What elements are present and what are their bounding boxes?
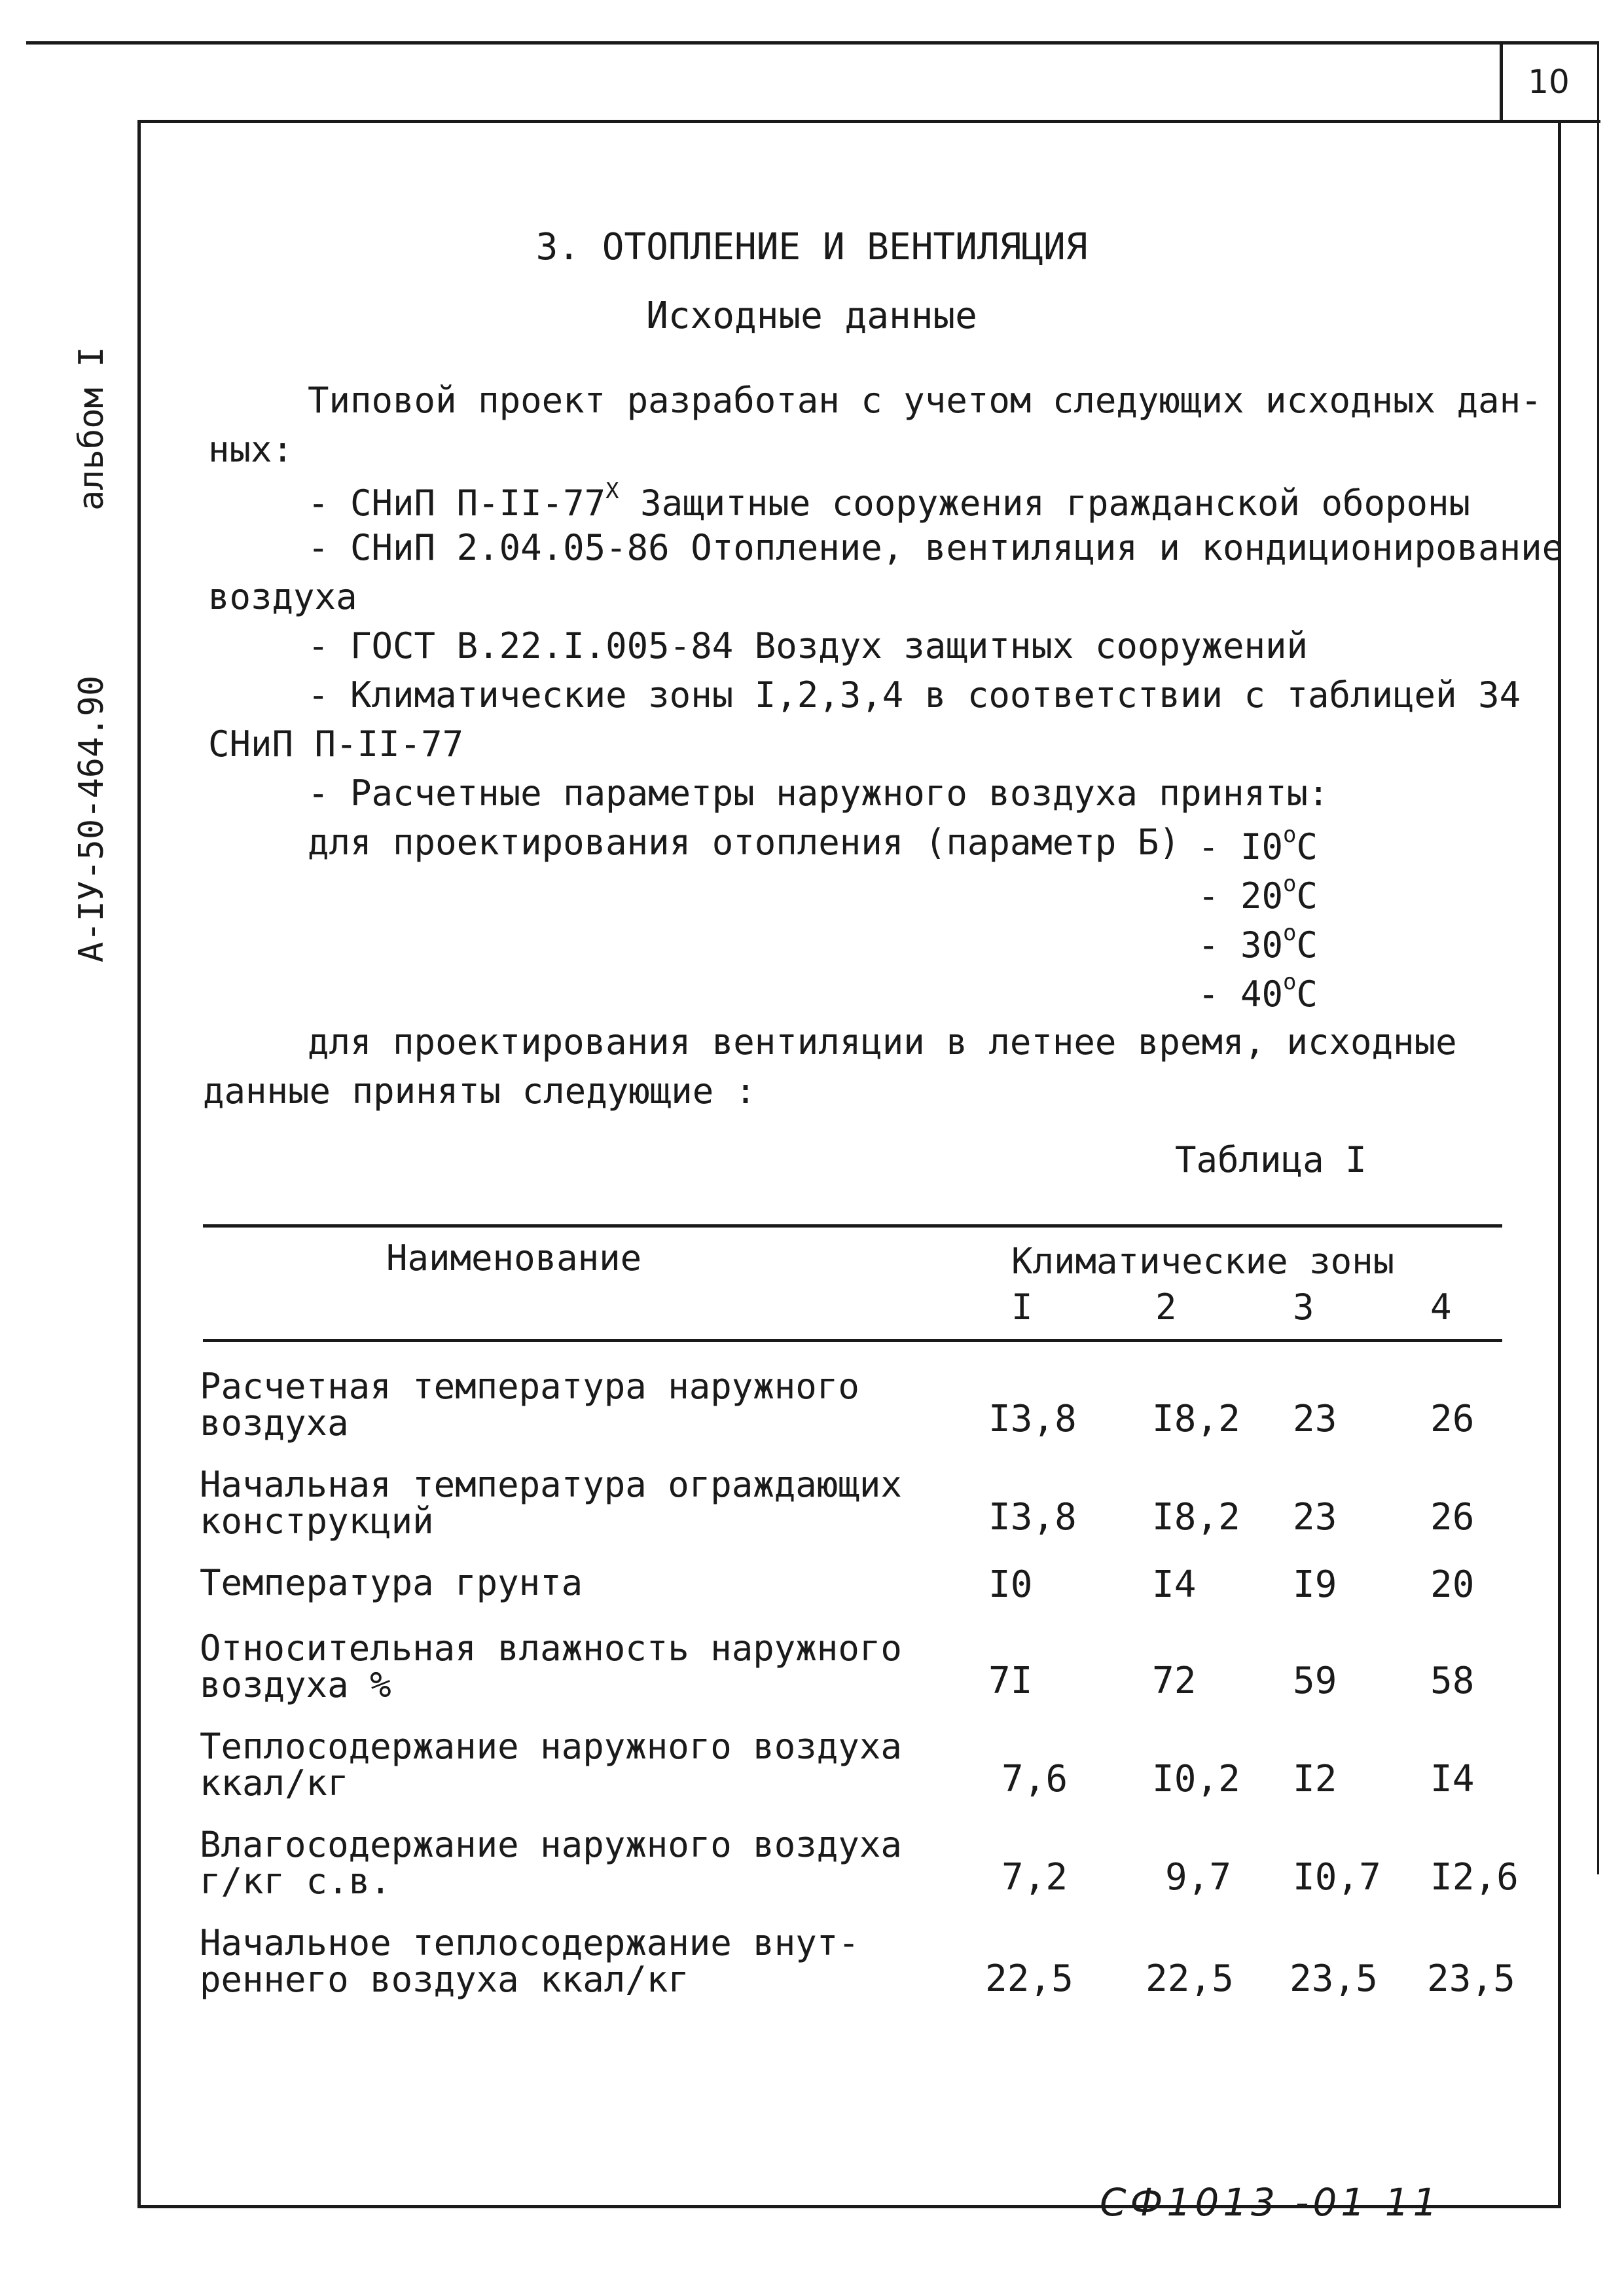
- footer-document-code: СФ1013 -01 11: [1100, 2180, 1441, 2225]
- table-cell: I0: [988, 1563, 1033, 1606]
- table-caption: Таблица I: [1175, 1139, 1367, 1180]
- heating-design: для проектирования отопления (параметр Б): [308, 822, 1180, 863]
- table-cell: 20: [1430, 1563, 1475, 1606]
- temperature-4: - 40$^o$C: [1198, 969, 1318, 1015]
- section-title: 3. ОТОПЛЕНИЕ И ВЕНТИЛЯЦИЯ: [535, 226, 1088, 268]
- reference-snip-heating-2: воздуха: [208, 576, 357, 617]
- table-cell: 59: [1293, 1660, 1337, 1702]
- table-row-name: Начальная температура ограждающих конструкций: [200, 1464, 902, 1542]
- table-cell: 72: [1152, 1660, 1197, 1702]
- frame-left: [137, 120, 141, 2208]
- table-cell: 23: [1293, 1496, 1337, 1539]
- document-code-side: А-IУ-50-464.90: [72, 675, 111, 962]
- reference-snip-defense: [308, 478, 1470, 524]
- table-cell: 7,6: [1001, 1758, 1068, 1800]
- reference-snip-heating-1: - СНиП 2.04.05-86 Отопление, вентиляция и кондиционирование: [308, 527, 1564, 568]
- zone-header-3: 3: [1293, 1286, 1314, 1328]
- reference-snip-code: - СНиП П-II-77: [308, 483, 606, 524]
- table-cell: I0,2: [1152, 1758, 1240, 1800]
- frame-right: [1558, 120, 1561, 2208]
- ventilation-line-1: для проектирования вентиляции в летнее время, исходные: [308, 1021, 1457, 1063]
- zone-header-2: 2: [1155, 1286, 1177, 1328]
- table-cell: 23: [1293, 1398, 1337, 1440]
- table-cell: 22,5: [985, 1958, 1074, 2000]
- table-cell: I4: [1430, 1758, 1475, 1800]
- table-cell: 26: [1430, 1398, 1475, 1440]
- table-cell: I3,8: [988, 1496, 1077, 1539]
- table-header-rule: [203, 1339, 1502, 1342]
- table-cell: 22,5: [1146, 1958, 1234, 2000]
- table-row-name: Относительная влажность наружного воздуха %: [200, 1628, 902, 1705]
- temperature-1: - I0$^o$C: [1198, 822, 1318, 867]
- reference-gost: - ГОСТ В.22.I.005-84 Воздух защитных сооружений: [308, 625, 1308, 666]
- intro-line-1: Типовой проект разработан с учетом следующих исходных дан-: [308, 380, 1542, 421]
- table-cell: 9,7: [1165, 1856, 1232, 1899]
- top-rule: [26, 41, 1597, 45]
- temperature-2: - 20$^o$C: [1198, 871, 1318, 917]
- table-row-name: Начальное теплосодержание внут- реннего воздуха ккал/кг: [200, 1922, 859, 2000]
- frame-top: [137, 120, 1600, 123]
- table-cell: I0,7: [1293, 1856, 1381, 1899]
- ventilation-line-2: данные приняты следующие :: [203, 1070, 757, 1112]
- table-cell: I4: [1152, 1563, 1197, 1606]
- reference-snip-title: Защитные сооружения гражданской обороны: [619, 483, 1471, 524]
- table-cell: 7,2: [1001, 1856, 1068, 1899]
- intro-line-2: ных:: [208, 429, 294, 470]
- table-cell: 23,5: [1427, 1958, 1515, 2000]
- table-cell: I8,2: [1152, 1496, 1240, 1539]
- climate-zones-line-2: СНиП П-II-77: [208, 723, 464, 765]
- outer-right-line: [1597, 41, 1599, 1874]
- table-header-zones: Климатические зоны: [1011, 1241, 1395, 1282]
- table-top-rule: [203, 1224, 1502, 1228]
- table-cell: 58: [1430, 1660, 1475, 1702]
- page-number: 10: [1528, 63, 1570, 101]
- album-label: альбом I: [72, 346, 111, 511]
- temperature-3: - 30$^o$C: [1198, 920, 1318, 966]
- table-row-name: Влагосодержание наружного воздуха г/кг с.в.: [200, 1824, 902, 1902]
- climate-zones-line-1: - Климатические зоны I,2,3,4 в соответствии с таблицей 34: [308, 674, 1521, 716]
- table-cell: 26: [1430, 1496, 1475, 1539]
- zone-header-4: 4: [1430, 1286, 1452, 1328]
- zone-header-1: I: [1011, 1286, 1033, 1328]
- subsection-title: Исходные данные: [646, 295, 977, 337]
- table-cell: I2: [1293, 1758, 1337, 1800]
- table-cell: I2,6: [1430, 1856, 1519, 1899]
- table-cell: 7I: [988, 1660, 1033, 1702]
- design-params: - Расчетные параметры наружного воздуха приняты:: [308, 773, 1329, 814]
- table-cell: I3,8: [988, 1398, 1077, 1440]
- table-cell: I8,2: [1152, 1398, 1240, 1440]
- table-header-name: Наименование: [386, 1237, 642, 1279]
- reference-snip-superscript: Х: [605, 478, 619, 504]
- table-row-name: Теплосодержание наружного воздуха ккал/кг: [200, 1726, 902, 1804]
- table-cell: 23,5: [1290, 1958, 1378, 2000]
- table-cell: I9: [1293, 1563, 1337, 1606]
- table-row-name: Температура грунта: [200, 1562, 583, 1603]
- table-row-name: Расчетная температура наружного воздуха: [200, 1366, 859, 1444]
